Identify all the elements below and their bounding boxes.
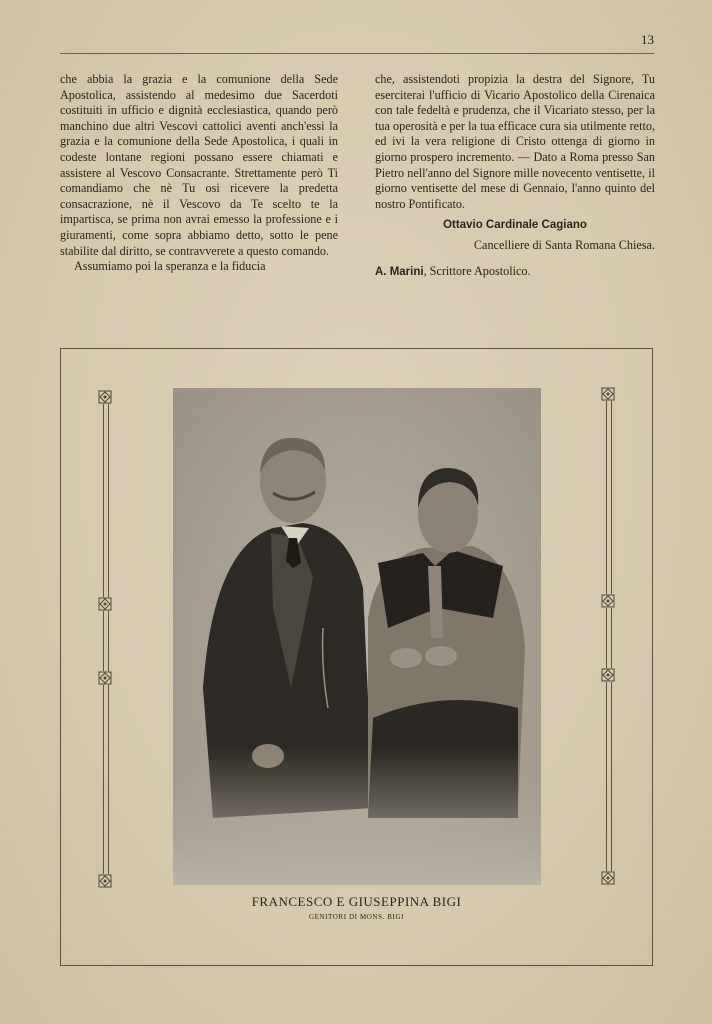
writer-signature — [375, 264, 655, 281]
left-ornament-column — [98, 390, 112, 892]
signature-name: Ottavio Cardinale Cagiano — [443, 219, 587, 232]
ornament-knot-icon — [601, 668, 615, 682]
figure-caption-subtitle: GENITORI DI MONS. BIGI — [308, 913, 405, 921]
ornament-knot-icon — [601, 594, 615, 608]
ornament-knot-icon — [601, 871, 615, 885]
portrait-photograph — [173, 388, 541, 885]
ornament-knot-icon — [98, 874, 112, 888]
figure-caption-title: FRANCESCO E GIUSEPPINA BIGI — [251, 894, 462, 909]
right-text-column — [375, 72, 655, 280]
left-paragraph-1: che abbia la grazia e la comunione della Sede Apostolica, assistendo al medesimo due Sacerdoti costituiti in ufficio e dignità ecclesiastica, quando però manchino due altri Vescovi cattolici aventi anch'essi la grazia e la comunione della Sede Apostolica, i quali in codeste lontane regioni possano essere chiamati e assistere al Vescovo Consacrante. Strettamente però Ti comandiamo che nè Tu osi ricevere la predetta consacrazione, nè il Vescovo da Te scelto te la impartisca, se prima non avrai emesso la professione e i giuramenti, come sopra abbiamo detto, sotto le pene stabilite dal diritto, se contravverete a questo comando. — [60, 72, 338, 258]
right-ornament-column — [601, 387, 615, 889]
left-text-column — [60, 72, 338, 275]
right-paragraph-1: che, assistendoti propizia la destra del Signore, Tu eserciterai l'ufficio di Vicario Apostolico della Cirenaica con tale fedeltà e prudenza, che il Vicariato stesso, per la tua operosità e per la tua efficace cura sia utilmente retto, ed ivi la vera religione di Cristo ottenga di giorno in giorno prospero incremento. — Dato a Roma presso San Pietro nell'anno del Signore mille novecento ventisette, il giorno ventisette del mese di Gennaio, l'anno quinto del nostro Pontificato. — [375, 72, 655, 211]
ornament-knot-icon — [98, 390, 112, 404]
ornament-knot-icon — [601, 387, 615, 401]
ornament-knot-icon — [98, 671, 112, 685]
signature-title: Cancelliere di Santa Romana Chiesa. — [473, 237, 655, 252]
left-paragraph-2: Assumiamo poi la speranza e la fiducia — [74, 259, 266, 274]
header-rule — [60, 53, 654, 54]
page-number: 13 — [641, 32, 654, 47]
ornament-knot-icon — [98, 597, 112, 611]
writer-name: A. Marini — [375, 265, 424, 278]
writer-title: , Scrittore Apostolico. — [423, 263, 531, 278]
